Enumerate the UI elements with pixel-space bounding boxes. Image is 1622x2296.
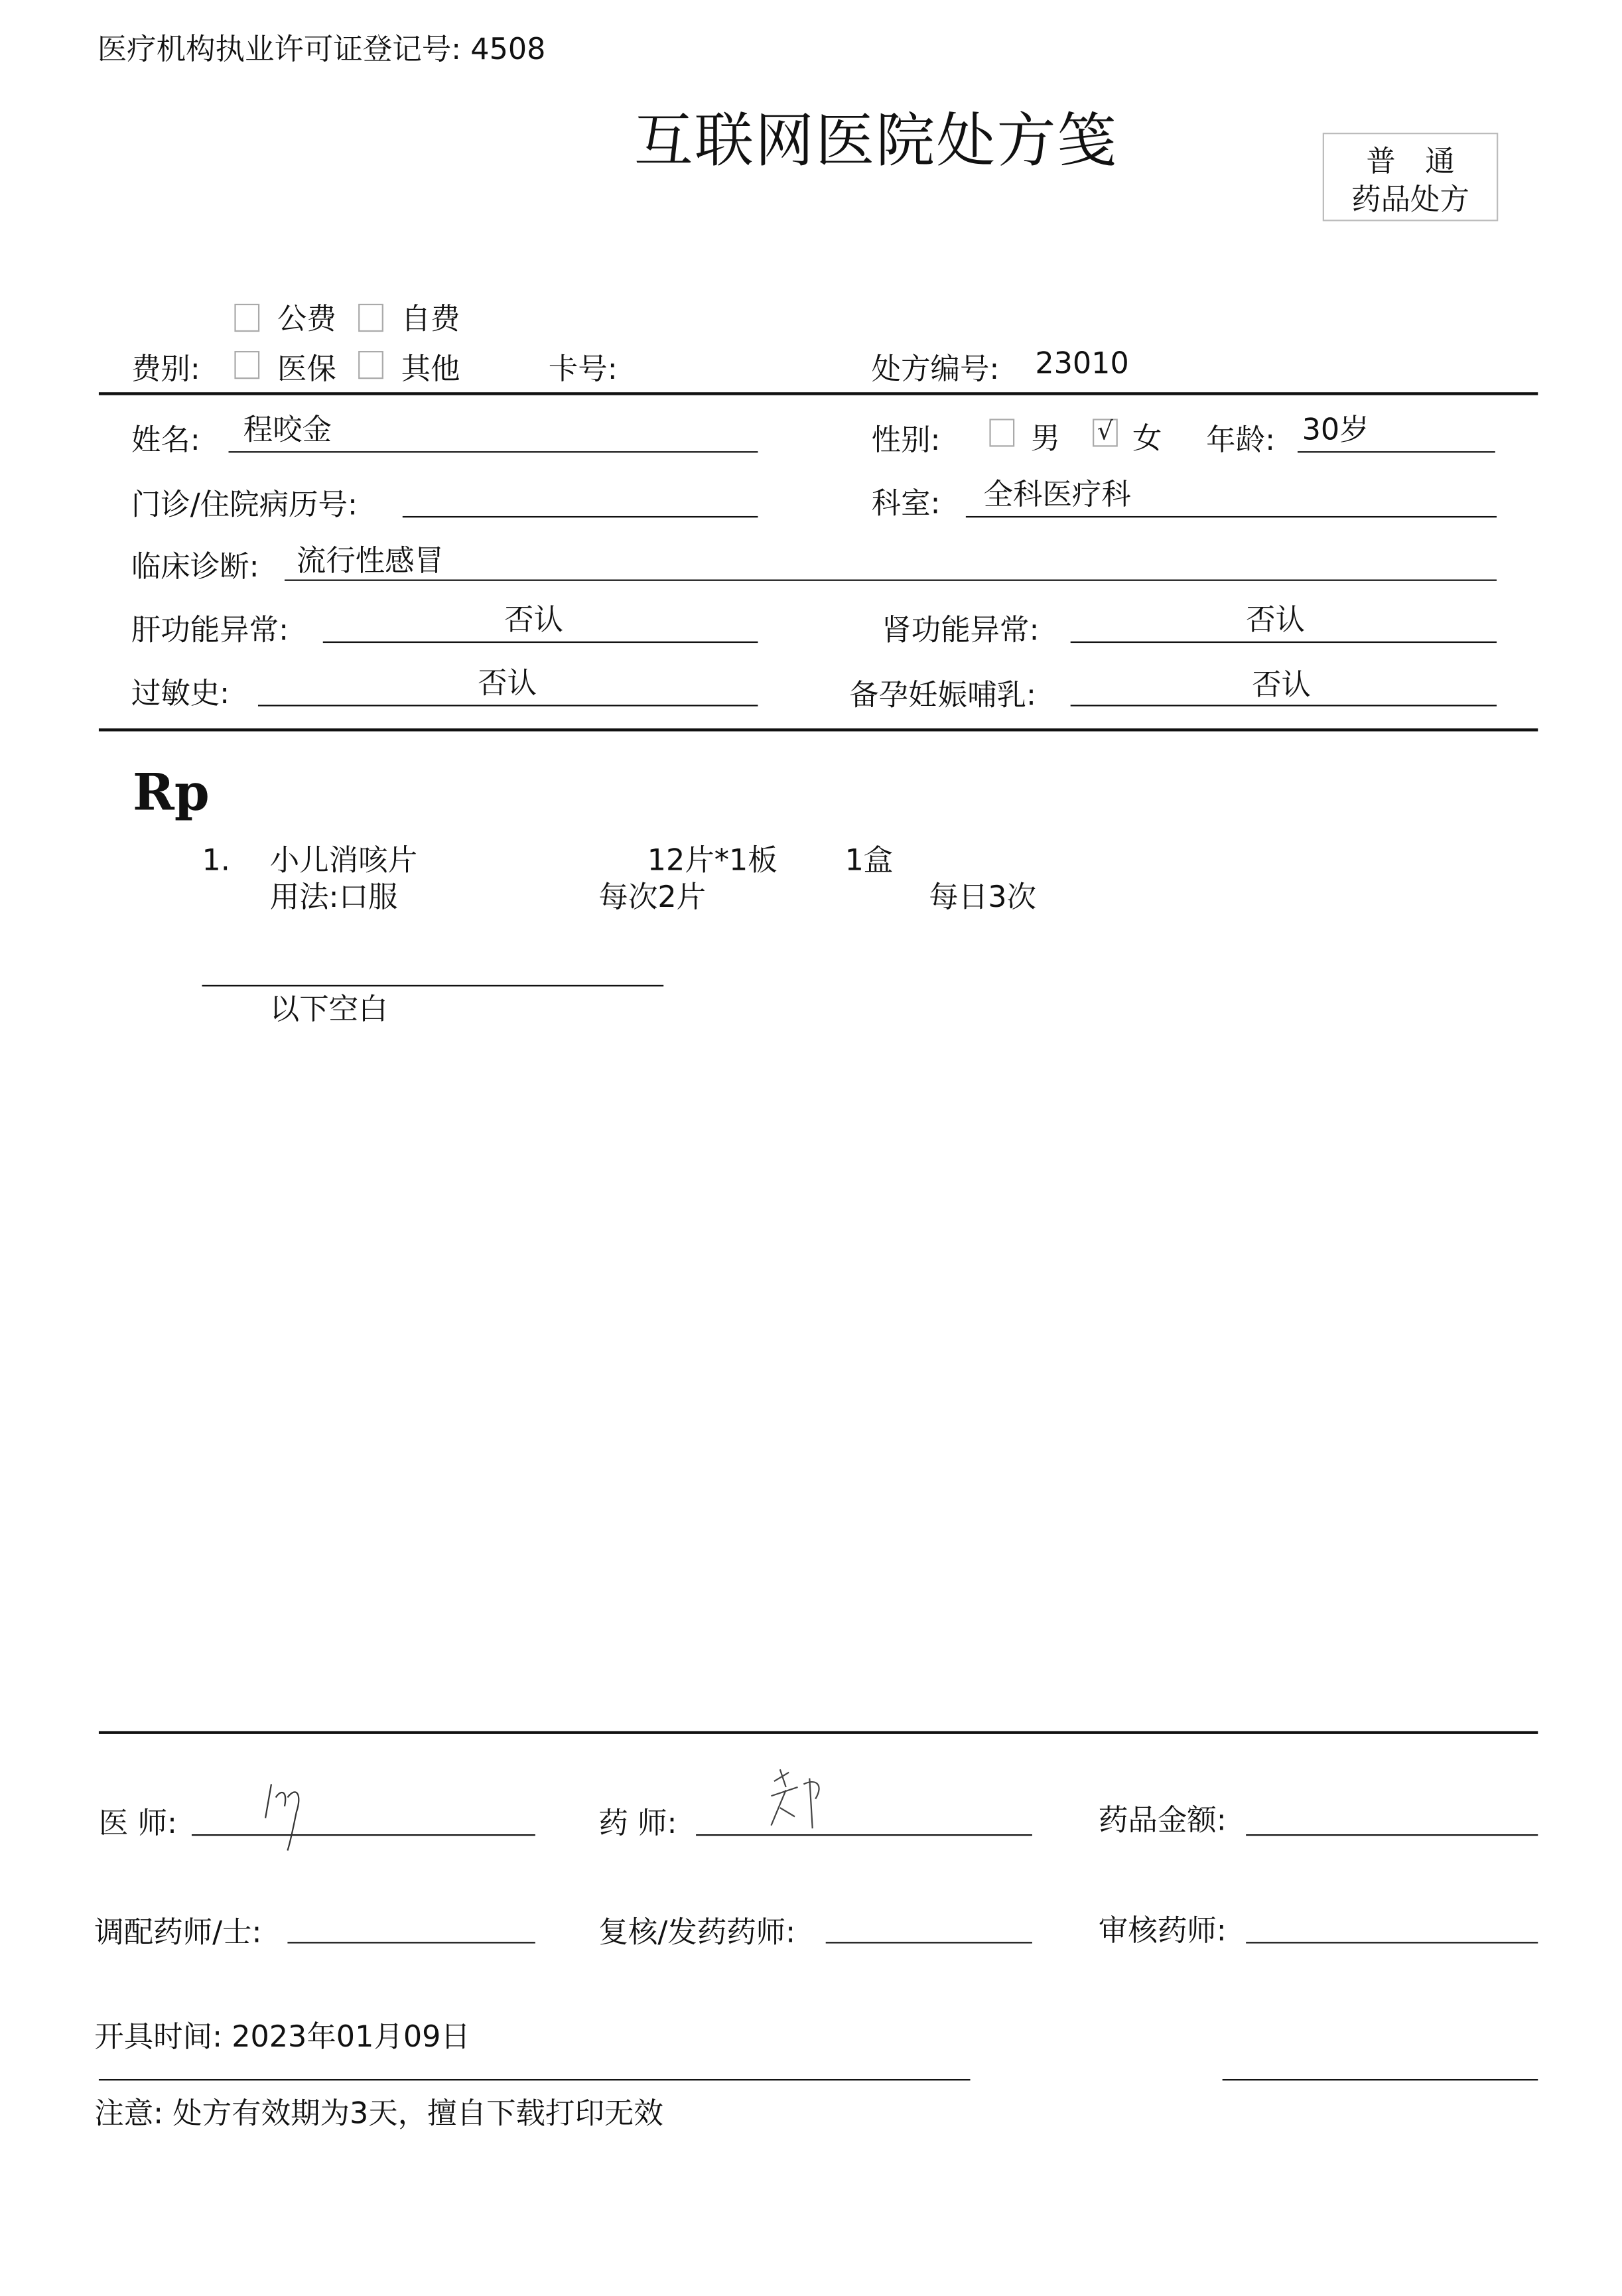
notice: 注意: 处方有效期为3天，擅自下载打印无效 [94,2095,663,2131]
divider [99,1731,1538,1733]
checkbox-self-pay[interactable] [358,304,383,332]
license-number: 4508 [470,31,546,67]
fee-option-self: 自费 [401,301,460,336]
amount-underline [1246,1834,1538,1836]
patient-name: 程咬金 [243,411,332,447]
drug-quantity: 1盒 [845,842,894,878]
divider [99,728,1538,731]
divider [99,392,1538,395]
rx-type-line2: 药品处方 [1351,181,1469,217]
fee-option-public: 公费 [277,301,336,336]
checker-label: 复核/发药药师: [598,1914,796,1950]
blank-divider [202,985,664,986]
name-label: 姓名: [131,421,200,458]
dispenser-underline [287,1942,535,1943]
drug-dose: 每次2片 [598,878,707,915]
checkbox-insurance[interactable] [234,351,259,379]
dept-label: 科室: [871,485,941,521]
checkbox-other[interactable] [358,351,383,379]
license-line [98,33,546,65]
fee-option-insurance: 医保 [277,351,336,387]
rx-type-line1: 普 通 [1366,143,1455,178]
allergy-underline [258,705,758,706]
reviewer-underline [1246,1942,1538,1943]
kidney-label: 肾功能异常: [882,612,1040,647]
diagnosis-underline [285,580,1497,581]
gender-female: 女 [1132,420,1162,456]
liver-value: 否认 [504,601,564,638]
rx-number-label: 处方编号: [871,351,1000,387]
doctor-label: 医 师: [98,1804,177,1840]
rx-type-box [1323,133,1499,221]
age-underline [1298,451,1495,452]
dept-underline [966,516,1497,517]
fee-label: 费别: [131,351,200,387]
kidney-underline [1071,642,1497,643]
diagnosis-label: 临床诊断: [131,548,259,584]
footer-line-left [99,2079,971,2080]
checker-underline [826,1942,1032,1943]
gender-male: 男 [1030,420,1061,456]
patient-age: 30岁 [1302,411,1369,447]
blank-note: 以下空白 [269,990,388,1026]
record-label: 门诊/住院病历号: [131,486,358,522]
dispenser-label: 调配药师/士: [94,1914,262,1950]
issue-date-line [94,2020,470,2053]
amount-label: 药品金额: [1098,1802,1227,1838]
date-label: 开具时间: [94,2018,223,2055]
drug-frequency: 每日3次 [929,878,1036,915]
item-index: 1. [202,842,230,878]
diagnosis: 流行性感冒 [296,542,444,578]
doctor-underline [192,1834,535,1836]
gender-label: 性别: [871,421,941,458]
page-title: 互联网医院处方笺 [634,107,1118,176]
reviewer-label: 审核药师: [1098,1912,1227,1948]
allergy-label: 过敏史: [131,675,230,711]
name-underline [229,451,758,452]
liver-label: 肝功能异常: [131,612,289,647]
checkbox-male[interactable] [989,419,1014,446]
card-label: 卡号: [548,351,618,387]
allergy-value: 否认 [478,665,537,701]
footer-line-right [1223,2079,1538,2080]
pregnancy-underline [1071,705,1497,706]
kidney-value: 否认 [1246,601,1306,638]
drug-usage: 用法:口服 [269,878,398,915]
age-label: 年龄: [1206,421,1276,458]
fee-option-other: 其他 [401,351,460,387]
pharmacist-label: 药 师: [598,1804,677,1840]
pregnancy-label: 备孕妊娠哺乳: [849,677,1037,712]
pregnancy-value: 否认 [1252,666,1311,703]
department: 全科医疗科 [983,476,1131,512]
checkbox-public-fee[interactable] [234,304,259,332]
liver-underline [323,642,758,643]
issue-date: 2023年01月09日 [232,2018,470,2055]
rx-number: 23010 [1035,345,1129,381]
pharmacist-signature [760,1763,841,1837]
checkbox-female[interactable]: √ [1093,419,1118,446]
license-label: 医疗机构执业许可证登记号: [97,31,462,67]
doctor-signature [258,1777,317,1857]
rp-label: Rp [133,764,210,823]
drug-spec: 12片*1板 [647,842,777,878]
record-underline [403,516,758,517]
drug-name: 小儿消咳片 [269,842,418,878]
pharmacist-underline [696,1834,1032,1836]
